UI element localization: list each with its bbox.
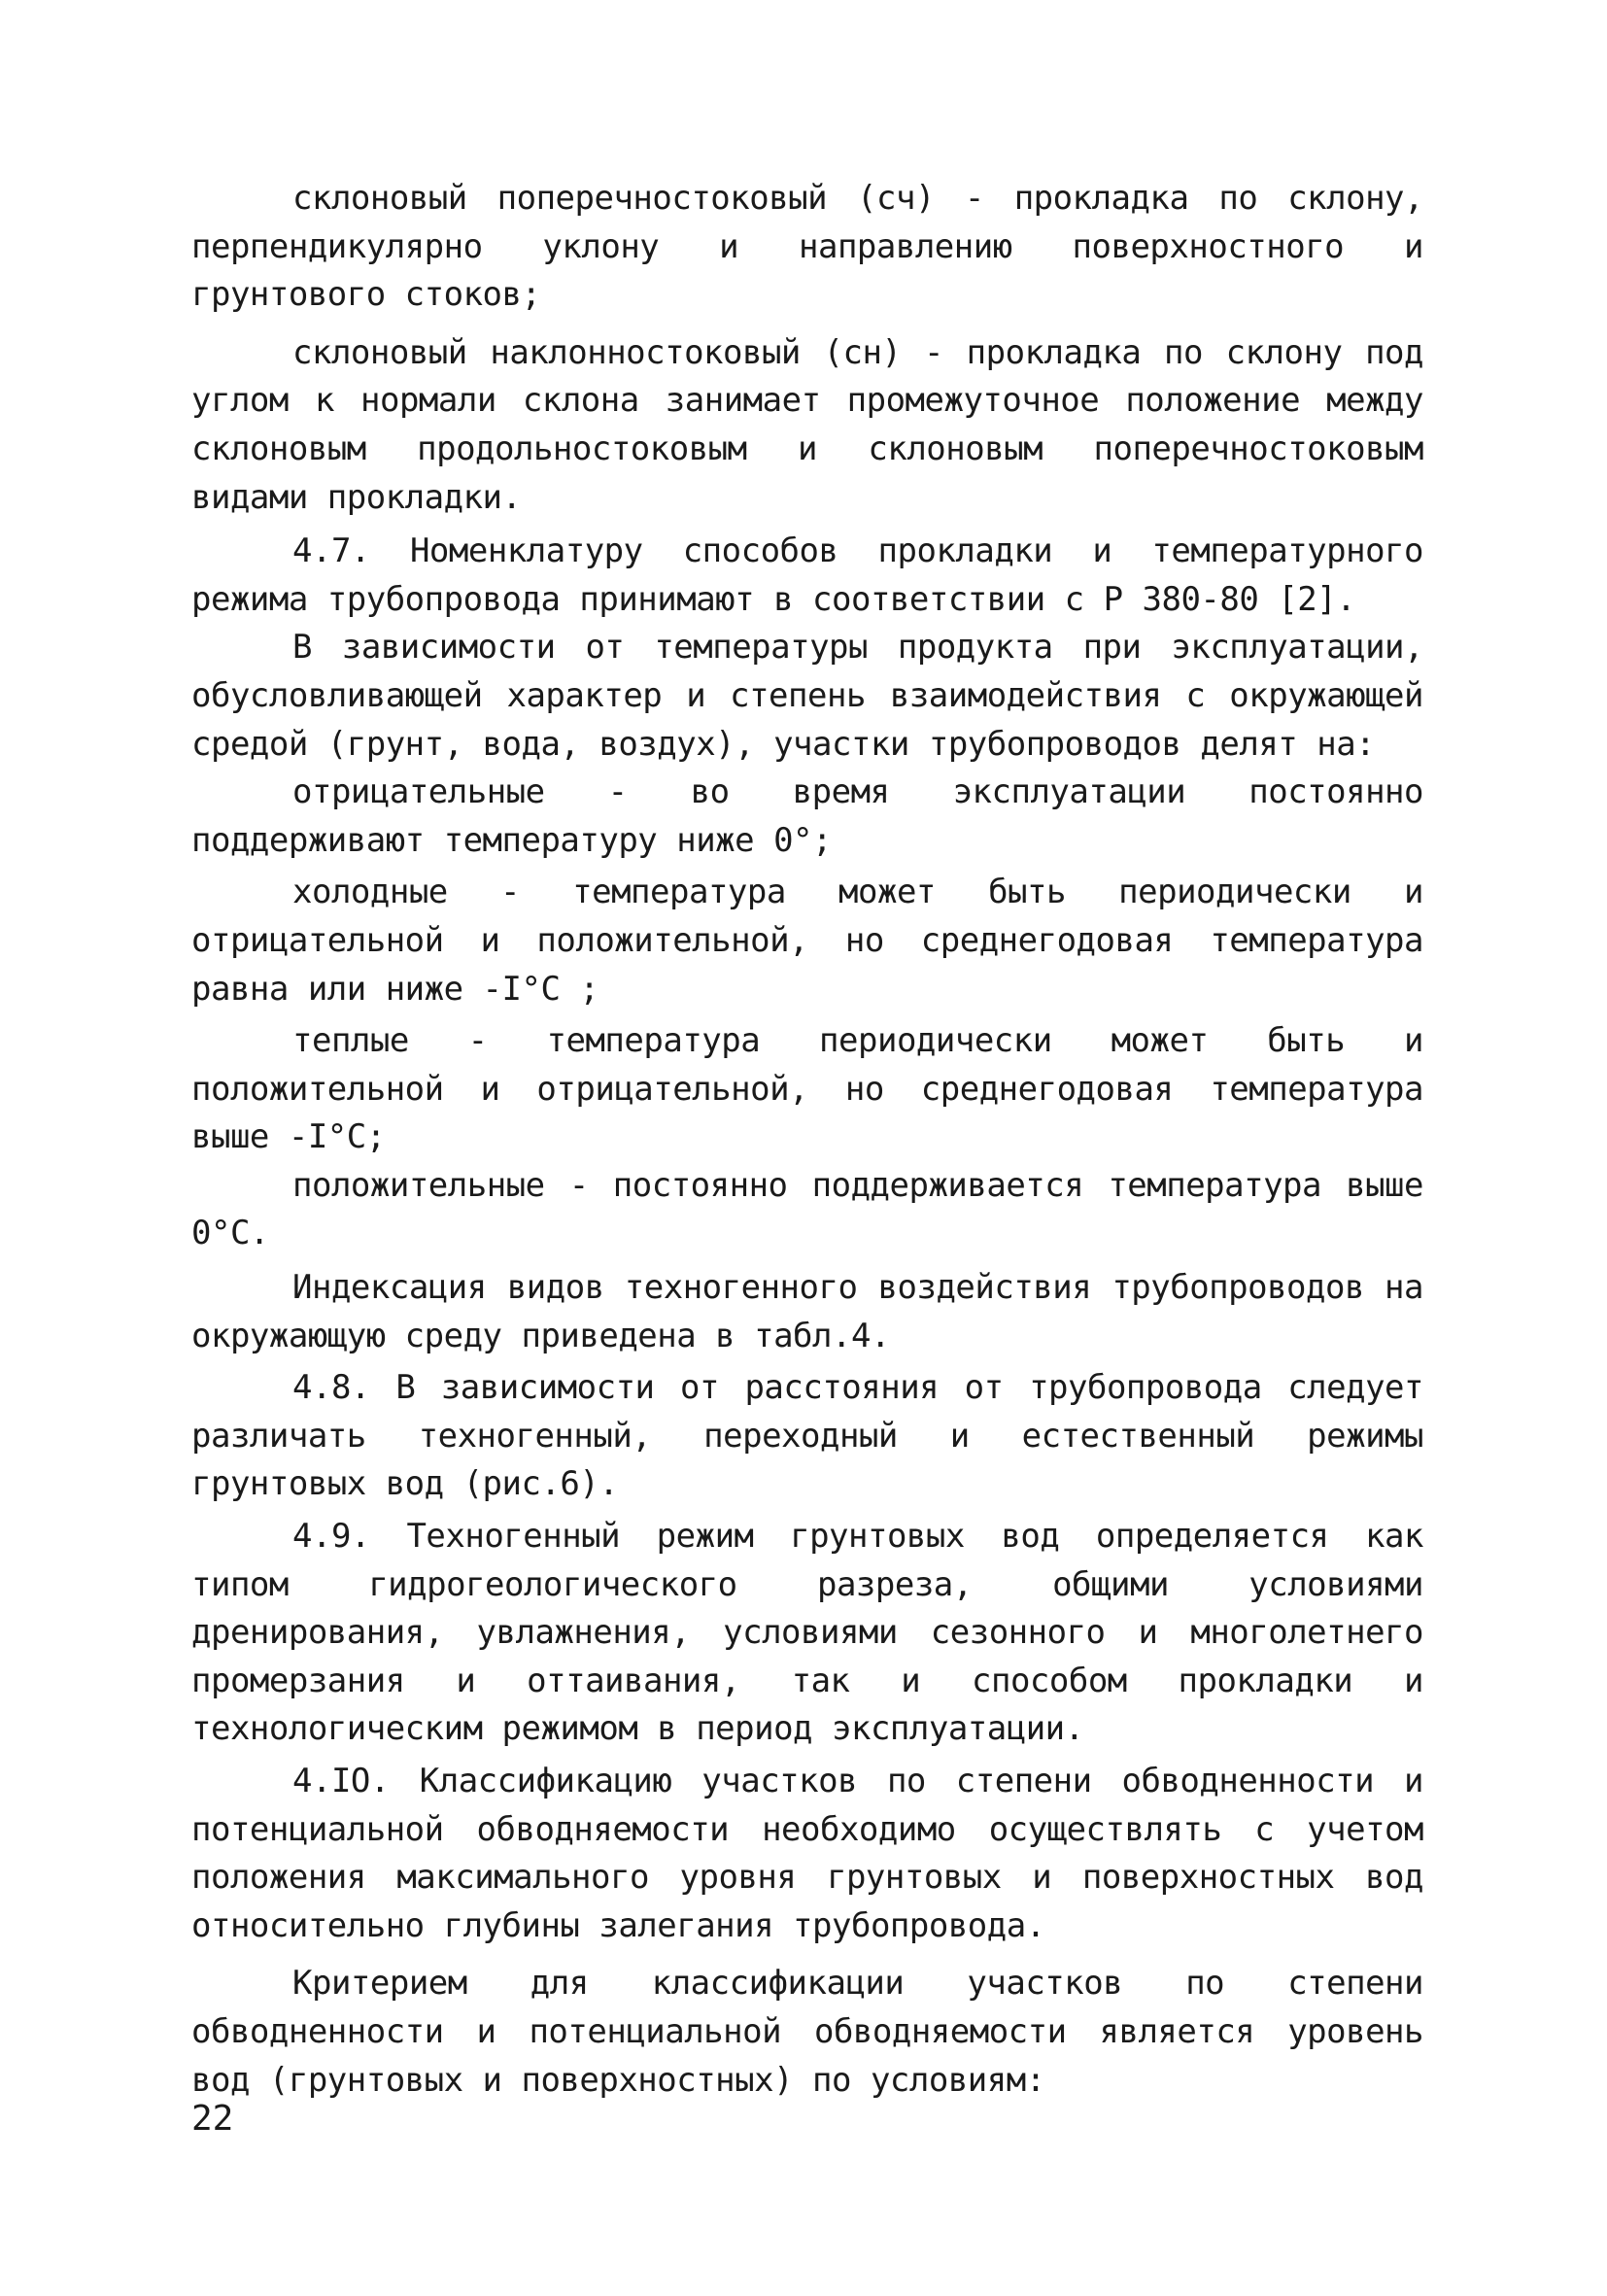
paragraph-4-10: 4.IO. Классификацию участков по степени обводненности и потенциальной обводняемости необходимо осуществлять с учетом положения максимального уровня грунтовых и поверхностных вод относительно глубины залегания трубопровода. (191, 1762, 1423, 1945)
paragraph-indexation: Индексация видов техногенного воздействия трубопроводов на окружающую среду приведена в табл.4. (191, 1268, 1423, 1355)
paragraph-cold: холодные - температура может быть периодически и отрицательной и положительной, но среднегодовая температура равна или ниже -I°С ; (191, 873, 1423, 1009)
page-number: 22 (191, 2099, 234, 2139)
paragraph-negative: отрицательные - во время эксплуатации постоянно поддерживают температуру ниже 0°; (191, 772, 1423, 860)
paragraph-temperature-intro: В зависимости от температуры продукта при эксплуатации, обусловливающей характер и степень взаимодействия с окружающей средой (грунт, вода, воздух), участки трубопроводов делят на: (191, 628, 1423, 764)
paragraph-oblique-slope: склоновый наклонностоковый (сн) - прокладка по склону под углом к нормали склона занимает промежуточное положение между склоновым продольностоковым и склоновым поперечностоковым видами прокладки. (191, 332, 1423, 517)
body-text (191, 175, 1423, 2105)
paragraph-warm: теплые - температура периодически может быть и положительной и отрицательной, но среднегодовая температура выше -I°С; (191, 1021, 1423, 1157)
paragraph-4-8: 4.8. В зависимости от расстояния от трубопровода следует различать техногенный, переходный и естественный режимы грунтовых вод (рис.6). (191, 1368, 1423, 1504)
paragraph-cross-slope: склоновый поперечностоковый (сч) - прокладка по склону, перпендикулярно уклону и направлению поверхностного и грунтового стоков; (191, 179, 1423, 315)
paragraph-positive: положительные - постоянно поддерживается температура выше 0°С. (191, 1165, 1423, 1253)
paragraph-4-9: 4.9. Техногенный режим грунтовых вод определяется как типом гидрогеологического разреза, общими условиями дренирования, увлажнения, условиями сезонного и многолетнего промерзания и оттаивания, так и способом прокладки и технологическим режимом в период эксплуатации. (191, 1517, 1423, 1749)
paragraph-4-7: 4.7. Номенклатуру способов прокладки и температурного режима трубопровода принимают в соответствии с Р 380-80 [2]. (191, 531, 1423, 619)
paragraph-criterion: Критерием для классификации участков по степени обводненности и потенциальной обводняемости является уровень вод (грунтовых и поверхностных) по условиям: (191, 1964, 1423, 2100)
